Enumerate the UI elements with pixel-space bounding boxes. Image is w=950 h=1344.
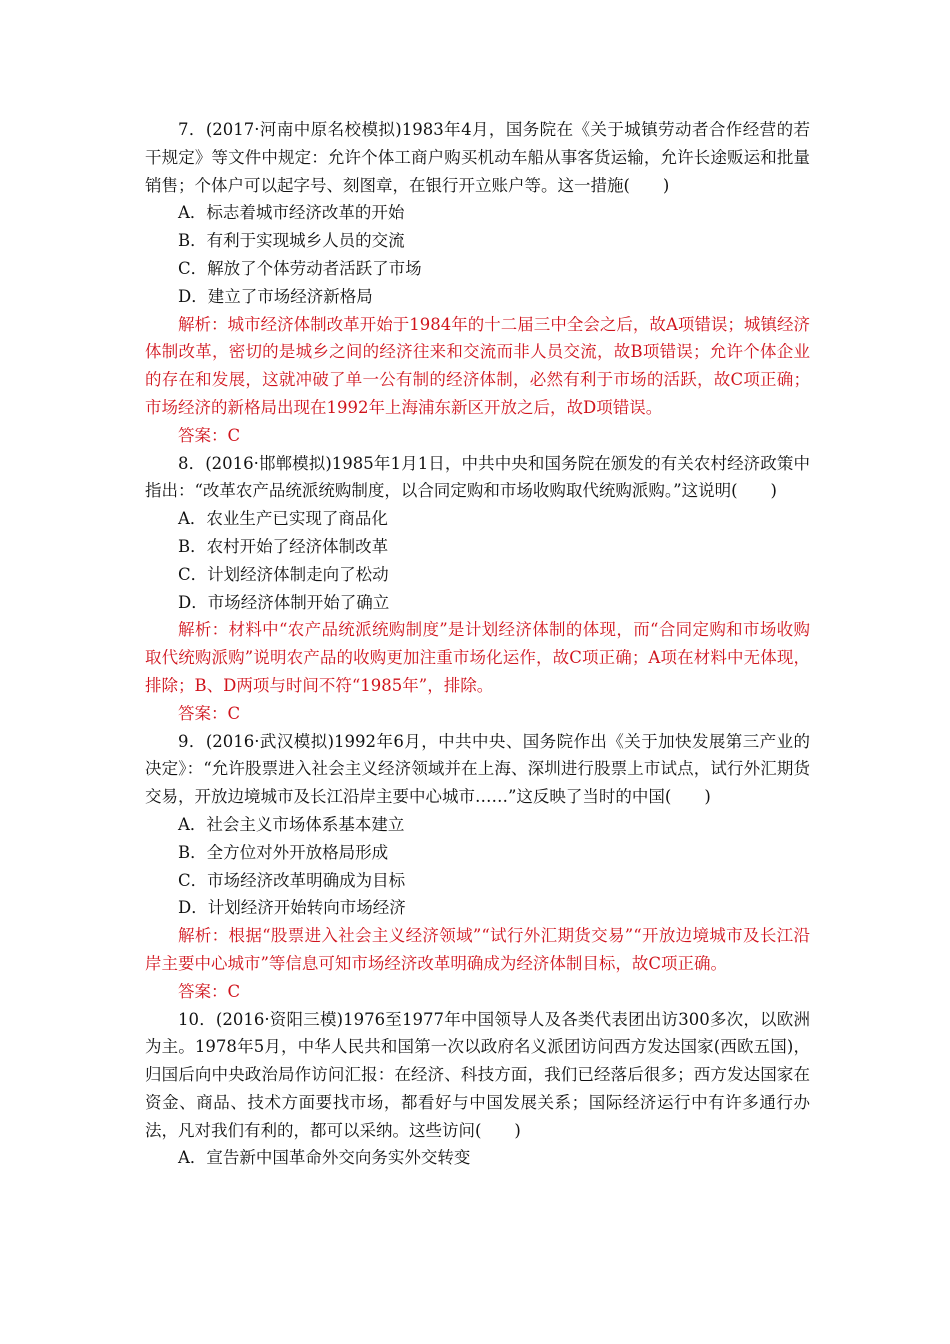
question-stem: 9．(2016·武汉模拟)1992年6月，中共中央、国务院作出《关于加快发展第三产业的决定》：“允许股票进入社会主义经济领域并在上海、深圳进行股票上市试点，试行外汇期货交易，开放边境城市及长江沿岸主要中心城市……”这反映了当时的中国( ) <box>145 731 810 807</box>
option-d: D．市场经济体制开始了确立 <box>178 592 390 612</box>
answer-text: 答案：C <box>178 425 241 445</box>
option-a: A．宣告新中国革命外交向务实外交转变 <box>178 1148 471 1168</box>
option-c: C．市场经济改革明确成为目标 <box>178 870 406 890</box>
option-b: B．农村开始了经济体制改革 <box>178 536 389 556</box>
option-b: B．有利于实现城乡人员的交流 <box>178 231 405 251</box>
option-a: A．标志着城市经济改革的开始 <box>178 203 405 223</box>
question-10 <box>145 1006 810 1173</box>
option-b: B．全方位对外开放格局形成 <box>178 842 389 862</box>
option-d: D．建立了市场经济新格局 <box>178 286 373 306</box>
question-9 <box>145 728 810 1006</box>
analysis-text: 解析：材料中“农产品统派统购制度”是计划经济体制的体现，而“合同定购和市场收购取代统购派购”说明农产品的收购更加注重市场化运作，故C项正确；A项在材料中无体现，排除；B、D两项与时间不符“1985年”，排除。 <box>145 620 810 695</box>
question-stem: 10．(2016·资阳三模)1976至1977年中国领导人及各类代表团出访300多次，以欧洲为主。1978年5月，中华人民共和国第一次以政府名义派团访问西方发达国家(西欧五国)，归国后向中央政治局作访问汇报：在经济、科技方面，我们已经落后很多；西方发达国家在资金、商品、技术方面要找市场，都看好与中国发展关系；国际经济运行中有许多通行办法，凡对我们有利的，都可以采纳。这些访问( ) <box>145 1009 810 1140</box>
page-content <box>145 116 810 1172</box>
option-a: A．农业生产已实现了商品化 <box>178 509 388 529</box>
option-d: D．计划经济开始转向市场经济 <box>178 898 406 918</box>
answer-text: 答案：C <box>178 703 241 723</box>
option-c: C．计划经济体制走向了松动 <box>178 564 389 584</box>
question-stem: 7．(2017·河南中原名校模拟)1983年4月，国务院在《关于城镇劳动者合作经营的若干规定》等文件中规定：允许个体工商户购买机动车船从事客货运输，允许长途贩运和批量销售；个体户可以起字号、刻图章，在银行开立账户等。这一措施( ) <box>145 120 810 195</box>
analysis-text: 解析：城市经济体制改革开始于1984年的十二届三中全会之后，故A项错误；城镇经济体制改革，密切的是城乡之间的经济往来和交流而非人员交流，故B项错误；允许个体企业的存在和发展，这就冲破了单一公有制的经济体制，必然有利于市场的活跃，故C项正确；市场经济的新格局出现在1992年上海浦东新区开放之后，故D项错误。 <box>145 314 810 417</box>
option-a: A．社会主义市场体系基本建立 <box>178 814 405 834</box>
analysis-text: 解析：根据“股票进入社会主义经济领域”“试行外汇期货交易”“开放边境城市及长江沿岸主要中心城市”等信息可知市场经济改革明确成为经济体制目标，故C项正确。 <box>145 926 810 973</box>
question-8 <box>145 450 810 728</box>
question-7 <box>145 116 810 450</box>
question-stem: 8．(2016·邯郸模拟)1985年1月1日，中共中央和国务院在颁发的有关农村经济政策中指出：“改革农产品统派统购制度，以合同定购和市场收购取代统购派购。”这说明( ) <box>145 453 810 501</box>
option-c: C．解放了个体劳动者活跃了市场 <box>178 258 422 278</box>
answer-text: 答案：C <box>178 981 241 1001</box>
